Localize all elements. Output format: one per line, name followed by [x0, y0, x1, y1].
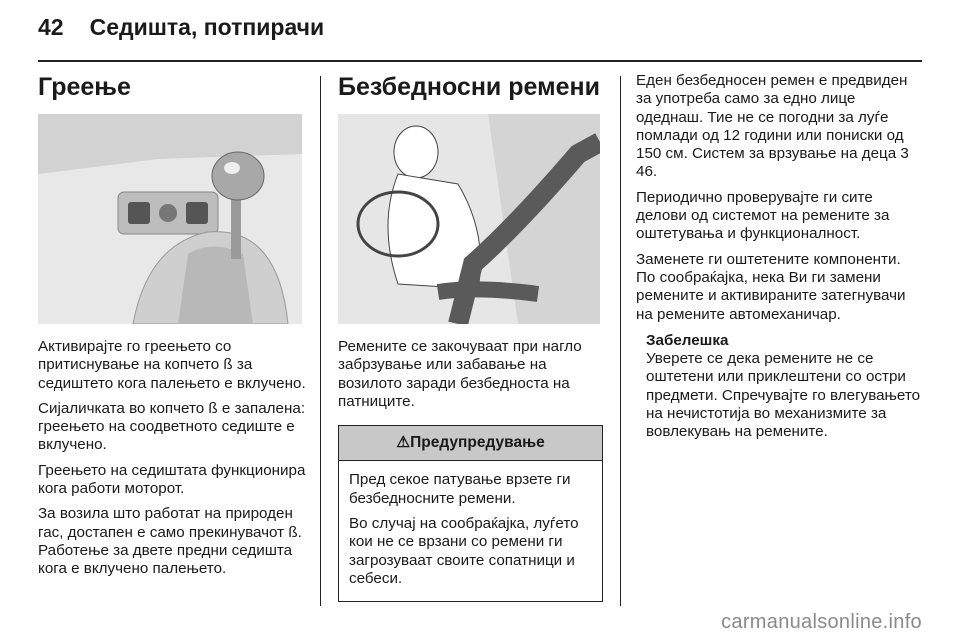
warning-para-1: Пред секое патување врзете ги безбедносните ремени.: [349, 471, 571, 507]
note-title: Забелешка: [646, 331, 729, 349]
warning-icon: ⚠: [396, 434, 411, 452]
warning-header: [339, 426, 602, 461]
seat-belt-illustration: [338, 114, 600, 324]
section-heading-seat-belts: Безбедносни ремени: [338, 73, 600, 101]
heating-para-3: Греењето на седиштата функционира кога работи моторот.: [38, 461, 306, 498]
page-header: [38, 14, 324, 41]
note-text: Уверете се дека ремените не се оштетени или приклештени со остри предмети. Спречувајте го влегувањето на нечистотија во механизмите за вовлекувањ на ремените.: [646, 350, 921, 441]
column-belt-usage: [636, 72, 924, 442]
seat-heating-photo: [38, 114, 302, 324]
warning-title: Предупредување: [410, 434, 545, 452]
column-divider: [620, 76, 621, 606]
gear-shift-console-illustration: [38, 114, 302, 324]
column-divider: [320, 76, 321, 606]
section-heading-heating: Греење: [38, 73, 131, 101]
heating-para-2: Сијаличката во копчето ß е запалена: греењето на соодветното седиште е вклучено.: [38, 399, 306, 454]
page-number: 42: [38, 14, 64, 40]
heating-para-4: За возила што работат на природен гас, достапен е само прекинувачот ß. Работење за двете предни седишта кога е вклучено палењето.: [38, 505, 302, 578]
site-watermark: carmanualsonline.info: [721, 611, 922, 633]
seat-belt-intro: Ремените се закочуваат при нагло забрзување или забавање на возилото заради безбедноста на патниците.: [338, 338, 582, 410]
column-seat-belts: [338, 72, 603, 602]
person-with-seat-belt-illustration: [338, 114, 600, 324]
warning-body: [339, 461, 602, 601]
note-block: [646, 332, 924, 442]
column-heating: [38, 72, 308, 586]
warning-box: [338, 425, 603, 602]
page-title: Седишта, потпирачи: [89, 14, 325, 40]
warning-para-2: Во случај на сообраќајка, луѓето кои не се врзани со ремени ги загрозуваат своите сопатници и себеси.: [349, 515, 579, 587]
heating-para-1: Активирајте го греењето со притиснување на копчето ß за седиштето кога палењето е вклучено.: [38, 338, 306, 392]
belt-usage-para-3: Заменете ги оштетените компоненти. По сообраќајка, нека Ви ги замени ремените и активираните затегнувачи на ремените автомеханичар.: [636, 250, 906, 323]
belt-usage-para-1: Еден безбедносен ремен е предвиден за употреба само за едно лице одеднаш. Тие не се погодни за луѓе помлади од 12 години или пониски од 150 см. Систем за врзување на деца 3 46.: [636, 72, 909, 181]
belt-usage-para-2: Периодично проверувајте ги сите делови од системот на ремените за оштетувања и функционалност.: [636, 188, 890, 243]
header-rule: [38, 60, 922, 62]
